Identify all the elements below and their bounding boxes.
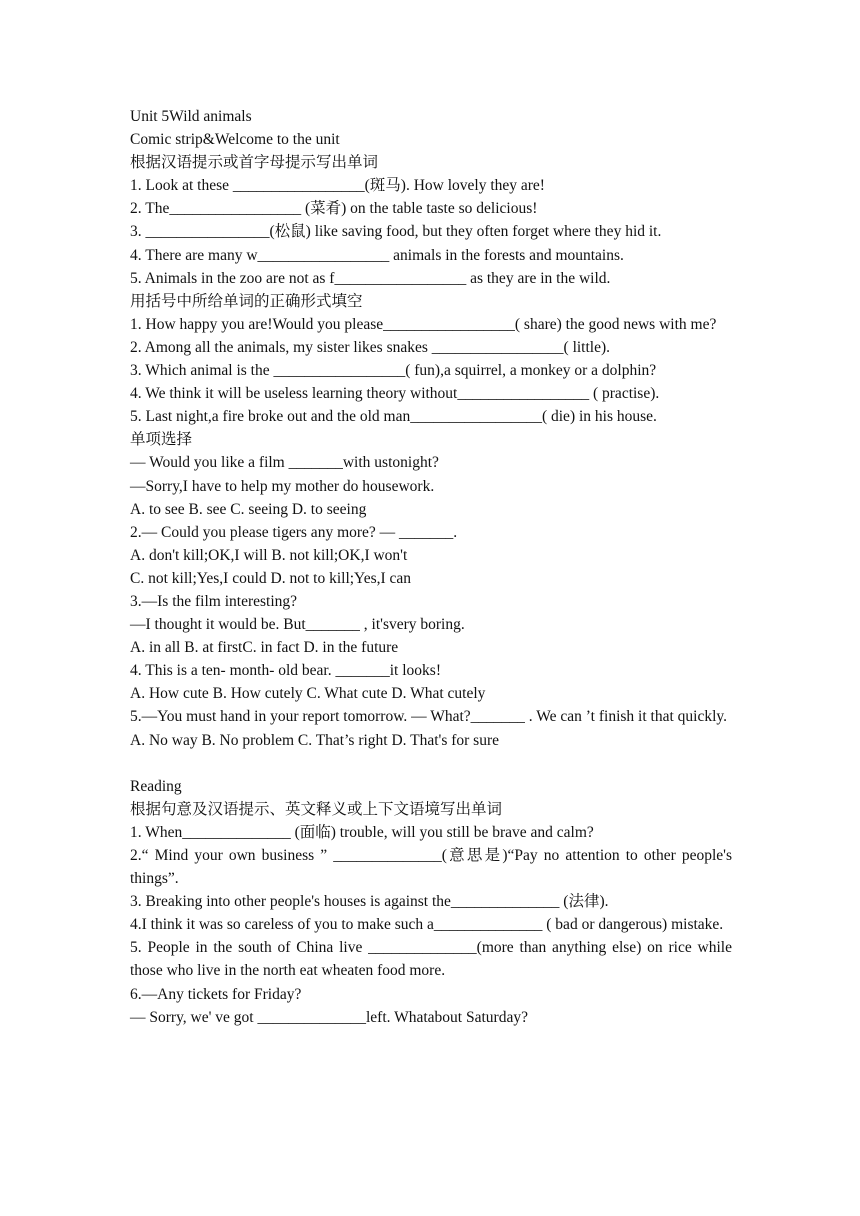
mc-line: —I thought it would be. But_______ , it'svery boring. [130, 616, 465, 634]
part2-item: 4. We think it will be useless learning theory without_________________ ( practise). [130, 385, 660, 403]
reading-item: 5. People in the south of China live ______________(more than anything else) on rice while those who live in the north eat wheaten food more. [130, 939, 732, 980]
part1-item: 5. Animals in the zoo are not as f_________________ as they are in the wild. [130, 269, 611, 287]
unit-title: Unit 5Wild animals [130, 108, 252, 125]
mc-line: —Sorry,I have to help my mother do housework. [130, 477, 435, 495]
part2-item: 5. Last night,a fire broke out and the old man_________________( die) in his house. [130, 408, 657, 426]
reading-item: 3. Breaking into other people's houses is against the______________ (法律). [130, 893, 609, 911]
part1-item: 1. Look at these _________________(斑马). How lovely they are! [130, 177, 545, 195]
section-title: Comic strip&Welcome to the unit [130, 131, 340, 149]
part1-instruction: 根据汉语提示或首字母提示写出单词 [130, 154, 379, 172]
part2-item: 2. Among all the animals, my sister likes snakes _________________( little). [130, 338, 611, 356]
part1-item: 3. ________________(松鼠) like saving food, but they often forget where they hid it. [130, 223, 662, 241]
reading-item: 4.I think it was so careless of you to make such a______________ ( bad or dangerous) mistake. [130, 916, 724, 934]
part2-instruction: 用括号中所给单词的正确形式填空 [130, 292, 363, 310]
spacer [130, 752, 732, 775]
reading-item: 2.“ Mind your own business ” ______________(意思是)“Pay no attention to other people's things”. [130, 847, 732, 888]
mc-options: C. not kill;Yes,I could D. not to kill;Yes,I can [130, 569, 412, 587]
mc-line: 2.— Could you please tigers any more? — _______. [130, 523, 458, 541]
reading-item: 1. When______________ (面临) trouble, will you still be brave and calm? [130, 823, 594, 841]
reading-instruction: 根据句意及汉语提示、英文释义或上下文语境写出单词 [130, 800, 503, 818]
part2-item: 3. Which animal is the _________________( fun),a squirrel, a monkey or a dolphin? [130, 362, 657, 380]
mc-options: A. don't kill;OK,I will B. not kill;OK,I won't [130, 546, 408, 564]
worksheet-page [130, 105, 732, 1029]
part3-instruction: 单项选择 [130, 431, 193, 449]
part2-item: 1. How happy you are!Would you please_________________( share) the good news with me? [130, 315, 717, 333]
reading-item: 6.—Any tickets for Friday? [130, 985, 302, 1003]
mc-options: A. to see B. see C. seeing D. to seeing [130, 500, 367, 518]
mc-options: A. in all B. at firstC. in fact D. in the future [130, 639, 399, 657]
mc-line: 5.—You must hand in your report tomorrow. — What?_______ . We can ’t finish it that quickly. [130, 708, 728, 726]
mc-line: 3.—Is the film interesting? [130, 592, 298, 610]
reading-item: — Sorry, we' ve got ______________left. Whatabout Saturday? [130, 1008, 528, 1026]
mc-options: A. How cute B. How cutely C. What cute D. What cutely [130, 685, 486, 703]
part1-item: 4. There are many w_________________ animals in the forests and mountains. [130, 246, 624, 264]
part1-item: 2. The_________________ (菜肴) on the table taste so delicious! [130, 200, 538, 218]
mc-line: — Would you like a film _______with ustonight? [130, 454, 439, 472]
mc-line: 4. This is a ten- month- old bear. _______it looks! [130, 662, 441, 680]
reading-heading: Reading [130, 777, 182, 795]
mc-options: A. No way B. No problem C. That’s right D. That's for sure [130, 731, 500, 749]
